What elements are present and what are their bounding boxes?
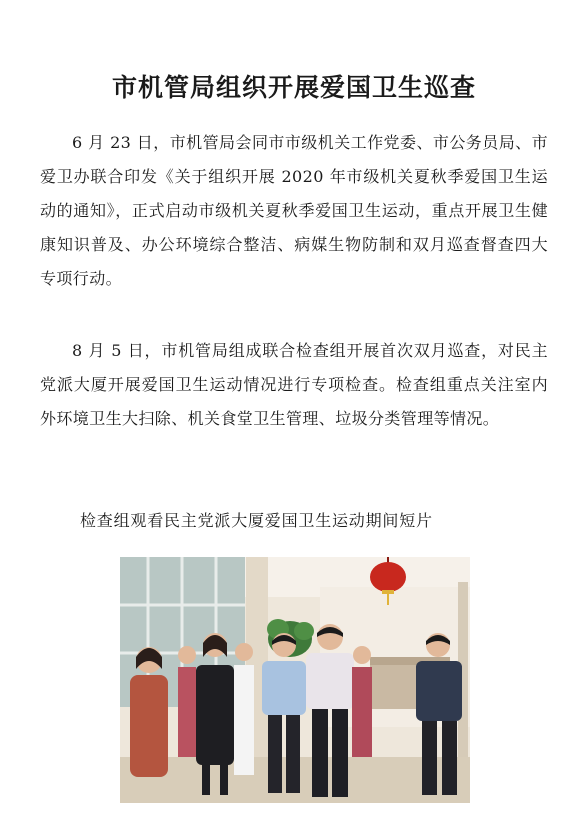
article-title: 市机管局组织开展爱国卫生巡查 bbox=[111, 73, 476, 102]
article-paragraph-2: 8 月 5 日，市机管局组成联合检查组开展首次双月巡查，对民主党派大厦开展爱国卫生运动情况进行专项检查。检查组重点关注室内外环境卫生大扫除、机关食堂卫生管理、垃圾分类管理等情况。 bbox=[40, 341, 548, 428]
photo-caption: 检查组观看民主党派大厦爱国卫生运动期间短片 bbox=[80, 511, 433, 530]
inspection-photo-illustration bbox=[120, 557, 470, 803]
article-paragraph-1: 6 月 23 日，市机管局会同市市级机关工作党委、市公务员局、市爱卫办联合印发《关于组织开展 2020 年市级机关夏秋季爱国卫生运动的通知》，正式启动市级机关夏秋季爱国卫生运动，重点开展卫生健康知识普及、办公环境综合整洁、病媒生物防制和双月巡查督查四大专项行动。 bbox=[40, 133, 548, 288]
inspection-photo bbox=[120, 557, 470, 803]
